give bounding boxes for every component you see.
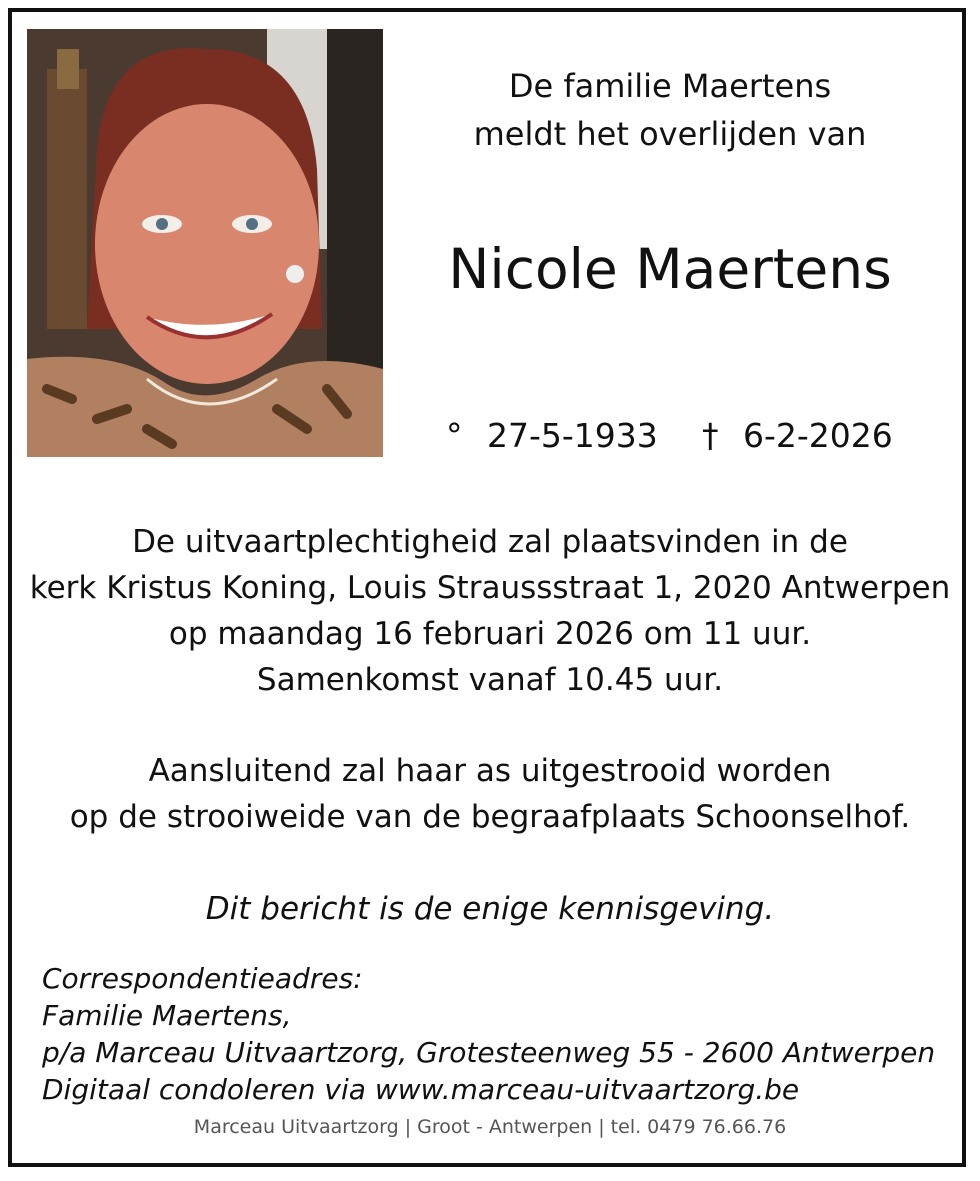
intro-line: De familie Maertens — [508, 67, 832, 105]
birth-date: 27-5-1933 — [487, 416, 658, 455]
death-cross-icon: † — [702, 416, 719, 455]
ceremony-line: op maandag 16 februari 2026 om 11 uur. — [168, 616, 812, 652]
death-date: 6-2-2026 — [743, 416, 893, 455]
footer-text: Marceau Uitvaartzorg | Groot - Antwerpen | tel. 0479 76.66.76 — [193, 1116, 787, 1138]
correspondence-block — [42, 960, 935, 1108]
birth-symbol-icon: ° — [446, 416, 463, 455]
intro-line: meldt het overlijden van — [473, 115, 867, 153]
condolence-link[interactable]: Digitaal condoleren via www.marceau-uitvaartzorg.be — [42, 1073, 800, 1106]
death-date-group — [702, 414, 893, 458]
deceased-name: Nicole Maertens — [448, 237, 892, 301]
ceremony-line: kerk Kristus Koning, Louis Straussstraat 1, 2020 Antwerpen — [29, 570, 951, 606]
ceremony-line: Samenkomst vanaf 10.45 uur. — [256, 662, 724, 698]
birth-date-group — [446, 414, 658, 458]
intro-text — [400, 62, 940, 158]
ashes-line: op de strooiweide van de begraafplaats Schoonselhof. — [69, 799, 911, 835]
ashes-details — [0, 748, 980, 840]
correspondence-address: p/a Marceau Uitvaartzorg, Grotesteenweg 55 - 2600 Antwerpen — [42, 1036, 936, 1069]
portrait-photo — [27, 29, 383, 457]
ceremony-details — [0, 519, 980, 703]
notice-text: Dit bericht is de enige kennisgeving. — [205, 891, 775, 927]
ceremony-line: De uitvaartplechtigheid zal plaatsvinden in de — [132, 524, 848, 560]
correspondence-label: Correspondentieadres: — [42, 962, 363, 995]
ashes-line: Aansluitend zal haar as uitgestrooid worden — [148, 753, 832, 789]
correspondence-family: Familie Maertens, — [42, 999, 292, 1032]
